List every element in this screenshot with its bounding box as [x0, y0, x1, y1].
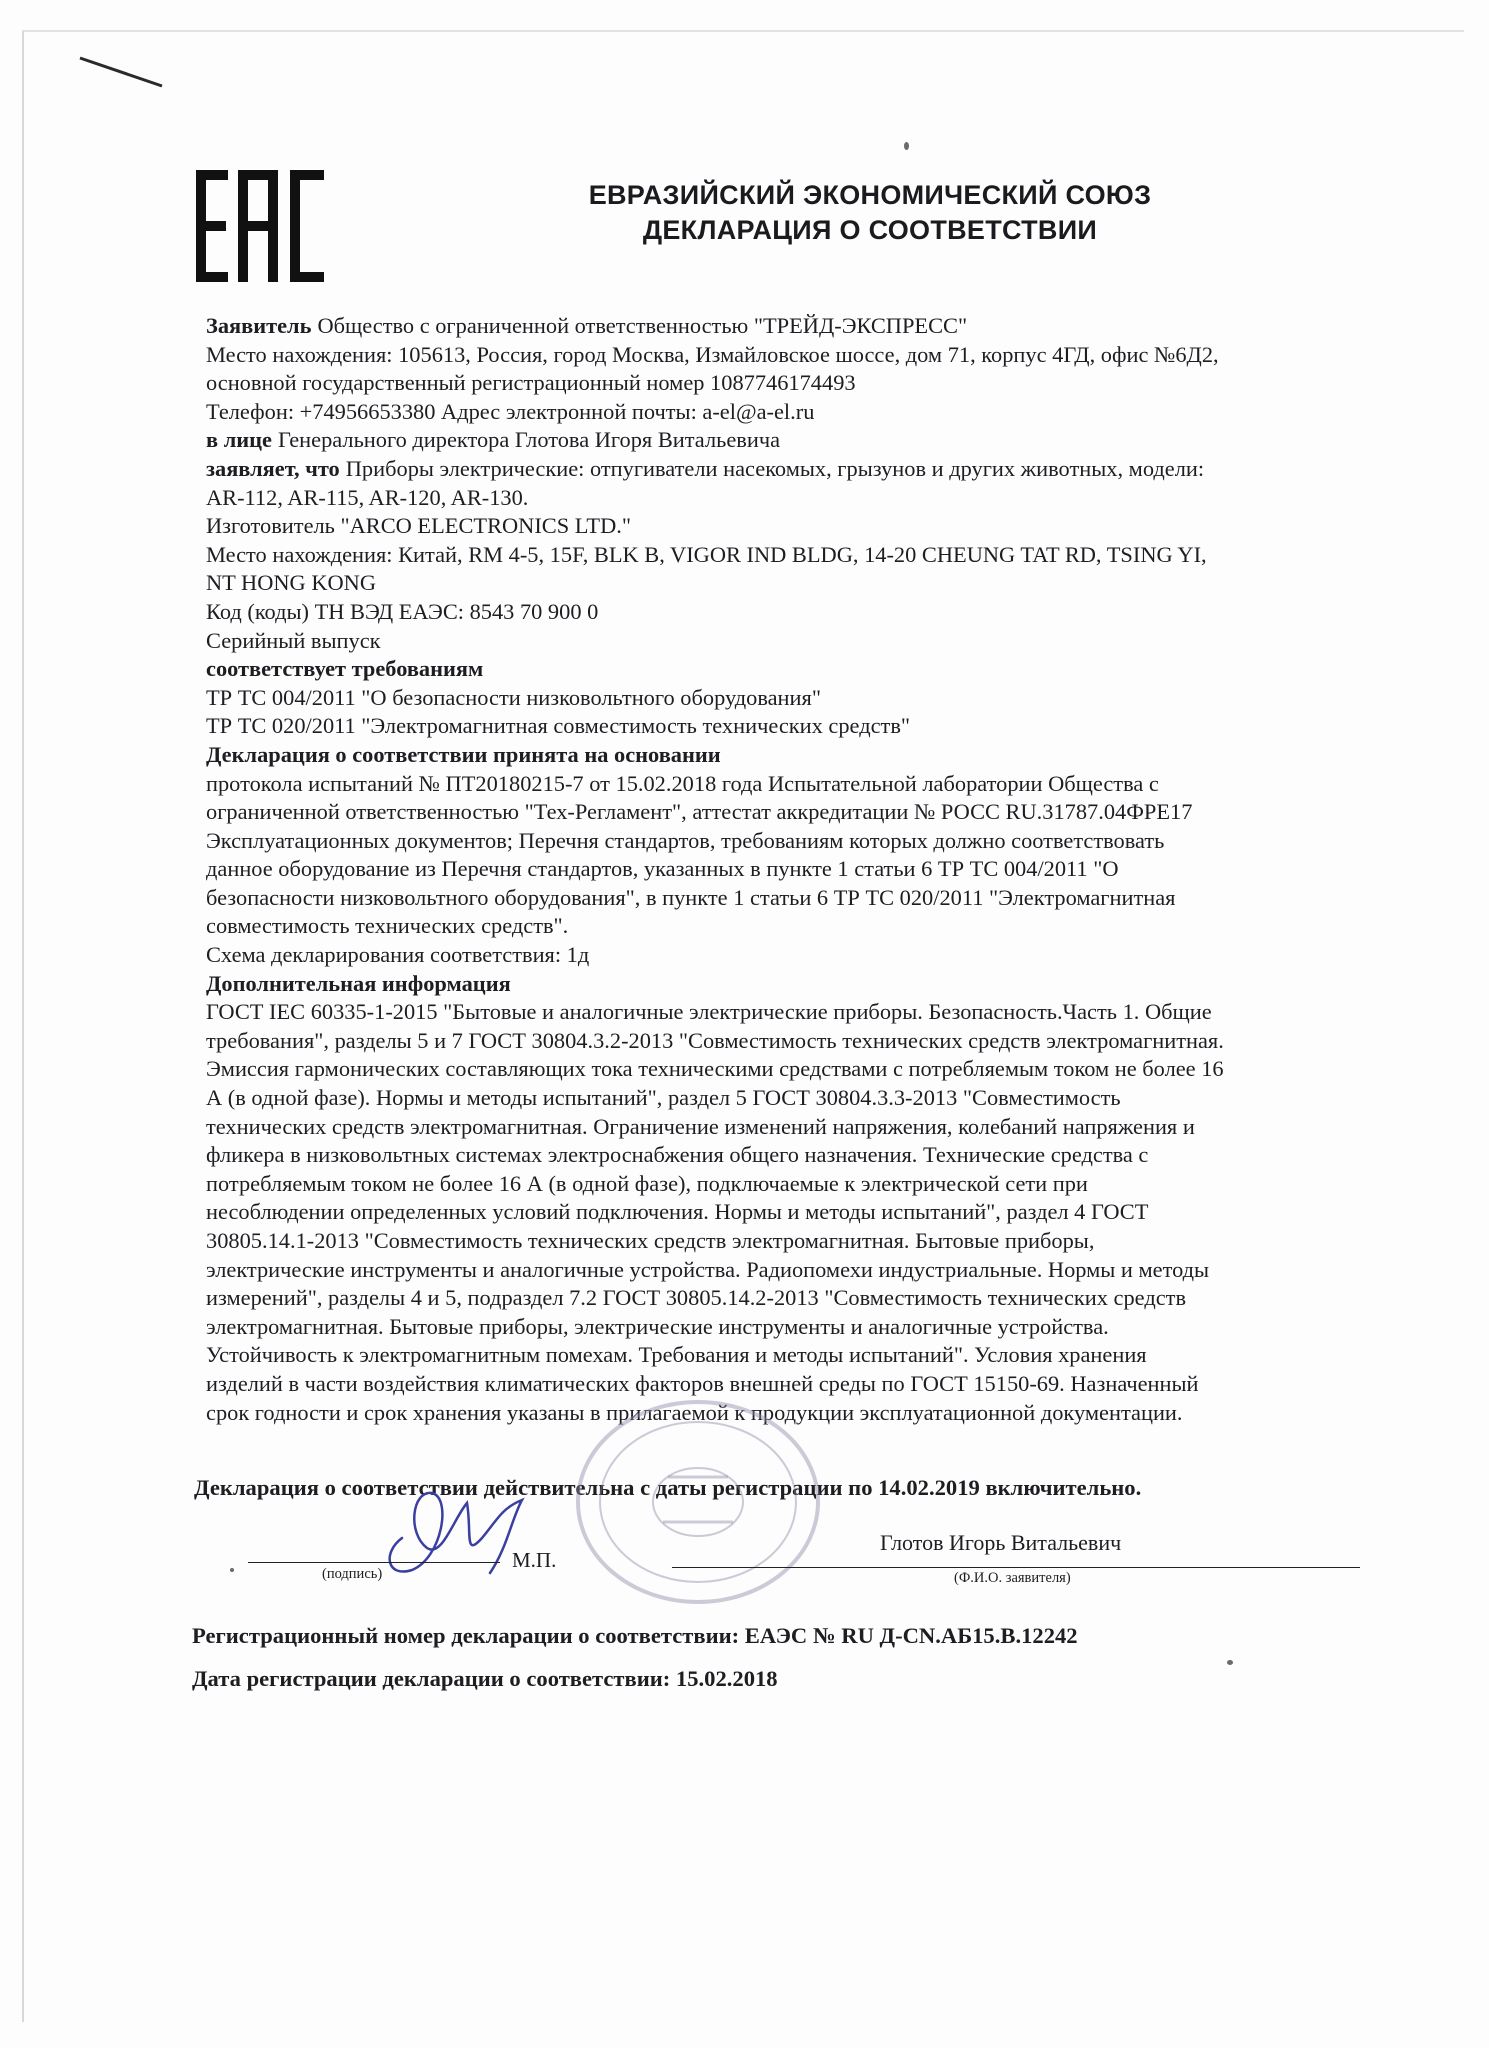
additional-heading: Дополнительная информация — [206, 970, 511, 996]
additional-line: несоблюдении определенных условий подключения. Нормы и методы испытаний", раздел 4 ГОСТ — [206, 1199, 1149, 1225]
applicant-address-2: основной государственный регистрационный номер 1087746174493 — [206, 370, 856, 396]
person-name: Генерального директора Глотова Игоря Витальевича — [278, 427, 781, 453]
scan-speck — [904, 142, 909, 150]
requirements-heading: соответствует требованиям — [206, 656, 484, 682]
additional-line: 30805.14.1-2013 "Совместимость технических средств электромагнитная. Бытовые приборы, — [206, 1228, 1095, 1253]
basis-line: безопасности низковольтного оборудования", в пункте 1 статьи 6 ТР ТС 020/2011 "Электромагнитная — [206, 884, 1176, 910]
applicant-contacts: Телефон: +74956653380 Адрес электронной почты: a-el@a-el.ru — [206, 398, 815, 424]
additional-line: технических средств электромагнитная. Ограничение изменений напряжения, колебаний напряжения и — [206, 1113, 1195, 1139]
eac-logo — [196, 170, 324, 282]
additional-line: А (в одной фазе). Нормы и методы испытаний", раздел 5 ГОСТ 30804.3.3-2013 "Совместимость — [206, 1085, 1121, 1111]
registration-number: Регистрационный номер декларации о соответствии: ЕАЭС № RU Д-CN.АБ15.В.12242 — [192, 1623, 1078, 1648]
additional-line: Устойчивость к электромагнитным помехам. Требования и методы испытаний". Условия хранения — [206, 1342, 1147, 1368]
scan-speck — [230, 1568, 234, 1572]
declarant-name-line — [672, 1567, 1360, 1568]
basis-line: данное оборудование из Перечня стандартов, указанных в пункте 1 статьи 6 ТР ТС 004/2011 "О — [206, 856, 1119, 882]
validity-statement: Декларация о соответствии действительна с даты регистрации по 14.02.2019 включительно. — [194, 1475, 1142, 1500]
applicant-address-1: Место нахождения: 105613, Россия, город Москва, Измайловское шоссе, дом 71, корпус 4ГД, офис №6Д2, — [206, 341, 1219, 367]
scan-speck — [1227, 1660, 1233, 1665]
requirement-item: ТР ТС 020/2011 "Электромагнитная совместимость технических средств" — [206, 713, 911, 739]
seal-stamp — [548, 1382, 848, 1632]
header-declaration: ДЕКЛАРАЦИЯ О СООТВЕТСТВИИ — [642, 215, 1098, 245]
manufacturer-line: Изготовитель "ARCO ELECTRONICS LTD." — [206, 513, 631, 539]
basis-heading: Декларация о соответствии принята на основании — [206, 741, 721, 767]
header-title — [520, 178, 1220, 248]
scan-mark — [78, 52, 168, 92]
additional-line: изделий в части воздействия климатических факторов внешней среды по ГОСТ 15150-69. Назначенный — [206, 1370, 1199, 1396]
seal-mark: М.П. — [512, 1548, 557, 1572]
additional-line: Эмиссия гармонических составляющих тока техническими средствами с потребляемым током не более 16 — [206, 1056, 1224, 1082]
applicant-name: Общество с ограниченной ответственностью "ТРЕЙД-ЭКСПРЕСС" — [317, 313, 968, 338]
additional-line: измерений", разделы 4 и 5, подраздел 7.2 ГОСТ 30805.14.2-2013 "Совместимость технических средств — [206, 1285, 1187, 1311]
declares-line — [206, 455, 1376, 484]
registration-date: Дата регистрации декларации о соответствии: 15.02.2018 — [192, 1666, 778, 1691]
product-line-2: AR-112, AR-115, AR-120, AR-130. — [206, 484, 529, 510]
additional-line: фликера в низковольтных системах электроснабжения общего назначения. Технические средства с — [206, 1142, 1149, 1168]
release-type: Серийный выпуск — [206, 627, 381, 653]
fio-caption: (Ф.И.О. заявителя) — [954, 1570, 1071, 1586]
manufacturer-address-1: Место нахождения: Китай, RM 4-5, 15F, BLK B, VIGOR IND BLDG, 14-20 CHEUNG TAT RD, TSING YI, — [206, 541, 1207, 567]
product-line-1: Приборы электрические: отпугиватели насекомых, грызунов и других животных, модели: — [345, 455, 1205, 481]
additional-line: электромагнитная. Бытовые приборы, электрические инструменты и аналогичные устройства. — [206, 1313, 1109, 1339]
manufacturer-address-2: NT HONG KONG — [206, 570, 376, 596]
additional-line: срок годности и срок хранения указаны в прилагаемой к продукции эксплуатационной документации. — [206, 1399, 1183, 1425]
document-body — [206, 312, 1376, 1427]
basis-line: совместимость технических средств". — [206, 913, 569, 939]
signature-line — [248, 1562, 500, 1563]
declaration-scheme: Схема декларирования соответствия: 1д — [206, 942, 590, 968]
declares-label: заявляет, что — [206, 455, 340, 481]
applicant-line — [206, 312, 1376, 341]
declarant-name: Глотов Игорь Витальевич — [880, 1530, 1122, 1555]
signature-caption: (подпись) — [322, 1566, 383, 1582]
basis-line: Эксплуатационных документов; Перечня стандартов, требованиям которых должно соответствовать — [206, 827, 1165, 853]
requirement-item: ТР ТС 004/2011 "О безопасности низковольтного оборудования" — [206, 684, 821, 710]
additional-line: требования", разделы 5 и 7 ГОСТ 30804.3.2-2013 "Совместимость технических средств электромагнитная. — [206, 1027, 1224, 1053]
person-label: в лице — [206, 427, 272, 453]
additional-line: потребляемым током не более 16 А (в одной фазе), подключаемые к электрической сети при — [206, 1170, 1088, 1196]
applicant-label: Заявитель — [206, 313, 312, 338]
hs-code: Код (коды) ТН ВЭД ЕАЭС: 8543 70 900 0 — [206, 598, 599, 624]
additional-line: ГОСТ IEC 60335-1-2015 "Бытовые и аналогичные электрические приборы. Безопасность.Часть 1. Общие — [206, 999, 1212, 1025]
basis-line: ограниченной ответственностью "Тех-Регламент", аттестат аккредитации № РОСС RU.31787.04ФРЕ17 — [206, 799, 1193, 825]
additional-line: электрические инструменты и аналогичные устройства. Радиопомехи индустриальные. Нормы и методы — [206, 1256, 1210, 1282]
basis-line: протокола испытаний № ПТ20180215-7 от 15.02.2018 года Испытательной лаборатории Общества с — [206, 770, 1159, 796]
header-union: ЕВРАЗИЙСКИЙ ЭКОНОМИЧЕСКИЙ СОЮЗ — [588, 180, 1152, 210]
person-line — [206, 426, 1376, 455]
